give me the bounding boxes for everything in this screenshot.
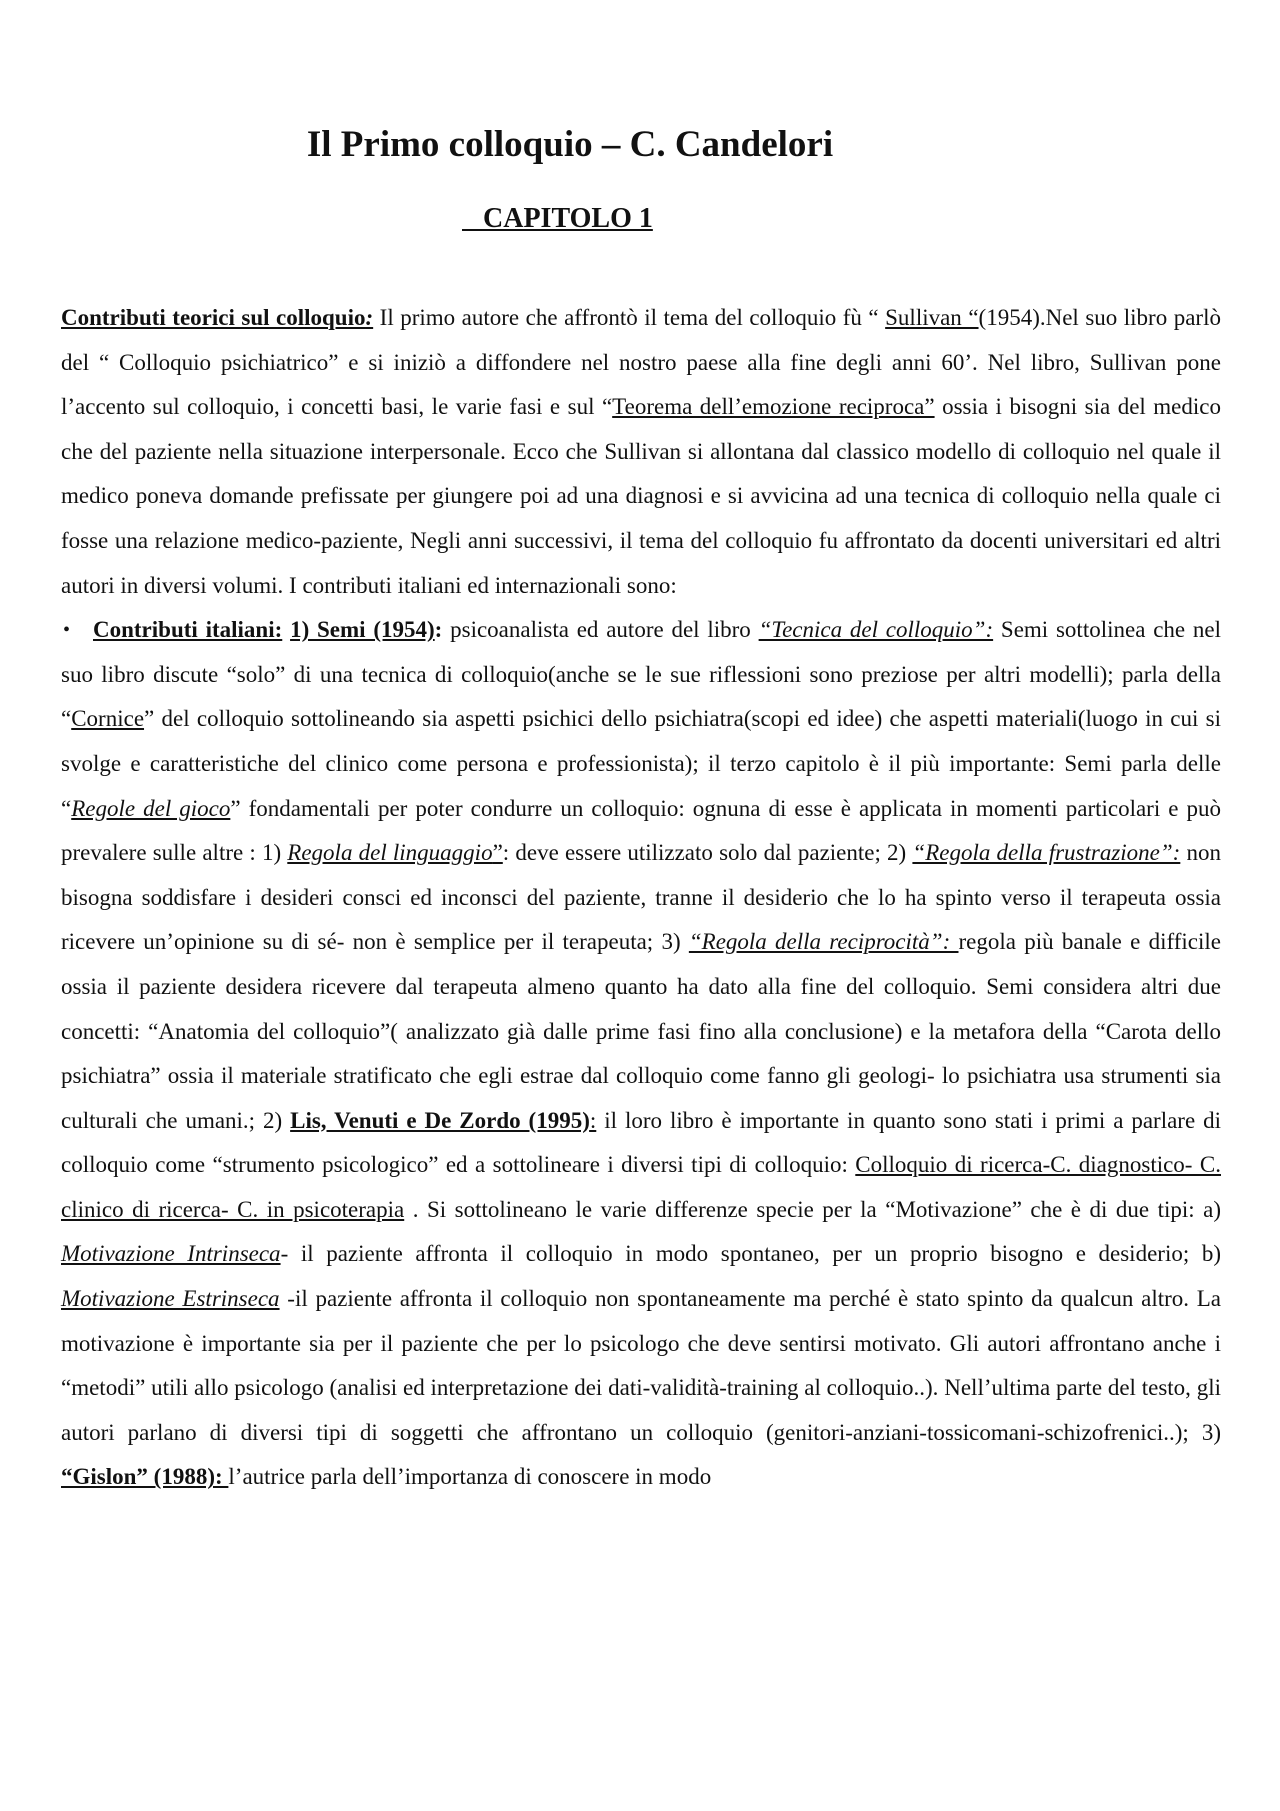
bullet-heading-contributi-italiani: Contributi italiani: [93,617,283,643]
section-heading-colon: : [365,305,374,330]
text-segment: -il paziente affronta il colloquio non spontaneamente ma perché è stato spinto da qualcun altro. La motivazione è importante sia per il paziente che per lo psicologo che deve sentirsi motivato. Gli autori affrontano anche i “metodi” utili allo psicologo (analisi ed interpretazione dei dati-validità-training al colloquio..). Nell’ultima parte del testo, gli autori parlano di diversi tipi di soggetti che affrontano un colloquio (genitori-anziani-tossicomani-schizofrenici..); 3) [61,1286,1222,1445]
text-segment: : deve essere utilizzato solo dal paziente; 2) [502,840,913,866]
author-ref-gislon: “Gislon” (1988): [61,1464,229,1490]
chapter-heading: CAPITOLO 1 [462,203,653,234]
text-segment: Semi sottolinea che nel suo libro discute “solo” di una tecnica di colloquio(anche se le sue riflessioni sono preziose per altri modelli); parla della “ [61,617,1221,732]
paragraph-contributi-teorici [61,296,1221,608]
bullet-dot-icon: • [63,619,71,642]
section-heading-contributi-teorici: Contributi teorici sul colloquio [61,305,366,330]
author-ref-sullivan: Sullivan “ [885,305,979,330]
concept-regole-del-gioco: Regole del gioco [71,795,231,821]
author-ref-lis-venuti-de-zordo: Lis, Venuti e De Zordo (1995) [290,1107,590,1133]
text-segment: ” fondamentali per poter condurre un colloquio: ognuna di esse è applicata in momenti particolari e può prevalere sulle altre : 1) [61,795,1222,866]
text-segment: - il paziente affronta il colloquio in modo spontaneo, per un proprio bisogno e desiderio; b) [280,1241,1221,1267]
document-body [61,296,1221,1500]
concept-teorema-emozione-reciproca: Teorema dell’emozione reciproca” [612,394,935,420]
concept-regola-del-linguaggio-quote: ” [492,840,503,866]
concept-regola-della-frustrazione: “Regola della frustrazione”: [912,840,1181,866]
author-ref-semi-colon: : [434,617,443,643]
text-segment: il loro libro è importante in quanto sono stati i primi a parlare di colloquio come “strumento psicologico” ed a sottolineare i diversi tipi di colloquio: [61,1107,1222,1178]
concept-regola-del-linguaggio: Regola del linguaggio [287,840,493,866]
text-segment: ossia i bisogni sia del medico che del paziente nella situazione interpersonale. Ecco che Sullivan si allontana dal classico modello di colloquio nel quale il medico poneva domande prefissate per giungere poi ad una diagnosi e si avvicina ad una tecnica di colloquio nella quale ci fosse una relazione medico-paziente, Negli anni successivi, il tema del colloquio fu affrontato da docenti universitari ed altri autori in diversi volumi. I contributi italiani ed internazionali sono: [61,394,1221,598]
concept-tipi-di-colloquio: Colloquio di ricerca-C. diagnostico- C. clinico di ricerca- C. in psicoterapia [61,1152,1221,1222]
concept-motivazione-intrinseca: Motivazione Intrinseca [61,1241,281,1267]
author-ref-semi: 1) Semi (1954) [290,617,435,643]
text-segment: psicoanalista ed autore del libro [442,617,759,643]
text-segment: . Si sottolineano le varie differenze specie per la “Motivazione” che è di due tipi: a) [404,1196,1221,1222]
text-segment: l’autrice parla dell’importanza di conoscere in modo [228,1464,712,1490]
author-ref-lis-colon: : [589,1107,597,1133]
text-segment: (1954).Nel suo libro parlò del “ Colloquio psichiatrico” e si iniziò a diffondere nel nostro paese alla fine degli anni 60’. Nel libro, Sullivan pone l’accento sul colloquio, i concetti basi, le varie fasi e sul “ [61,305,1221,420]
bullet-contributi-italiani [61,608,1221,1500]
document-title: Il Primo colloquio – C. Candelori [306,124,834,165]
book-title-tecnica-del-colloquio: “Tecnica del colloquio”: [758,617,994,643]
text-segment: regola più banale e difficile ossia il paziente desidera ricevere dal terapeuta almeno quanto ha dato alla fine del colloquio. Semi considera altri due concetti: “Anatomia del colloquio”( analizzato già dalle prime fasi fino alla conclusione) e la metafora della “Carota dello psichiatra” ossia il materiale stratificato che egli estrae dal colloquio come fanno gli geologi- lo psichiatra usa strumenti sia culturali che umani.; 2) [61,929,1221,1133]
text-segment: non bisogna soddisfare i desideri consci ed inconsci del paziente, tranne il desiderio che lo ha spinto verso il terapeuta ossia ricevere un’opinione su di sé- non è semplice per il terapeuta; 3) [61,840,1222,955]
concept-regola-della-reciprocita: “Regola della reciprocità”: [688,929,959,955]
text-segment [282,617,290,642]
text-segment: Il primo autore che affrontò il tema del colloquio fù “ [373,305,886,330]
concept-motivazione-estrinseca: Motivazione Estrinseca [61,1286,280,1312]
text-segment: ” del colloquio sottolineando sia aspetti psichici dello psichiatra(scopi ed idee) che aspetti materiali(luogo in cui si svolge e caratteristiche del clinico come persona e professionista); il terzo capitolo è il più importante: Semi parla delle “ [61,706,1221,821]
concept-cornice: Cornice [71,706,145,732]
